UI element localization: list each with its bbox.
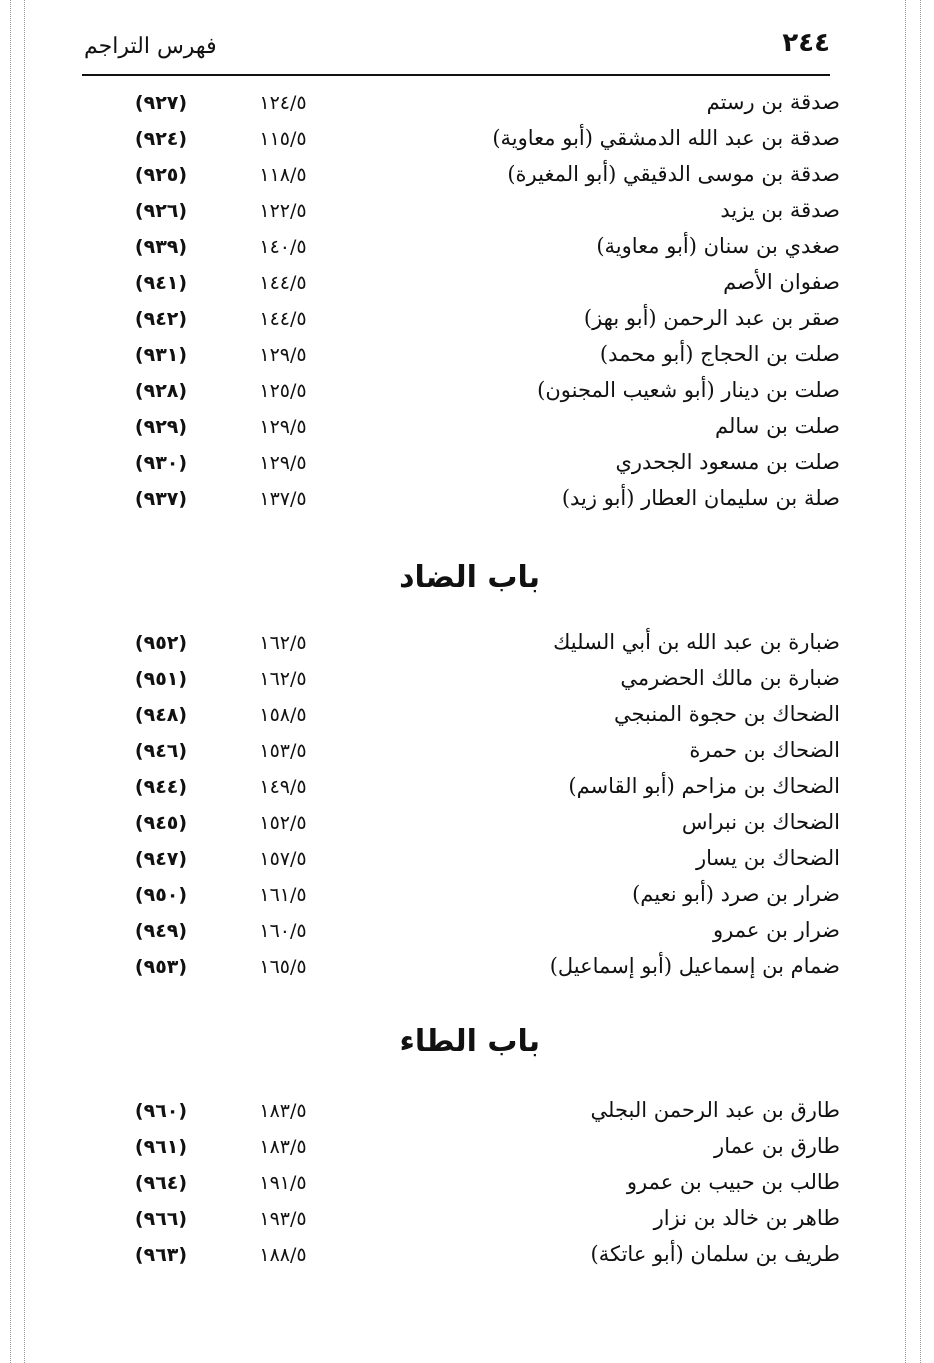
index-entry	[100, 700, 840, 736]
entry-name: صلت بن الحجاج (أبو محمد)	[599, 342, 840, 366]
entry-volume-page: ١٥٣/٥	[259, 740, 307, 762]
entry-name: صدقة بن يزيد	[720, 198, 840, 222]
entry-number: (٩٣٧)	[134, 488, 188, 510]
index-entry	[100, 160, 840, 196]
entry-number: (٩٢٩)	[134, 416, 188, 438]
entry-volume-page: ١٦٢/٥	[259, 632, 307, 654]
entry-name: طالب بن حبيب بن عمرو	[626, 1170, 840, 1194]
entry-name: ضرار بن عمرو	[713, 918, 840, 942]
index-entry	[100, 124, 840, 160]
index-entry	[100, 1096, 840, 1132]
entry-volume-page: ١٥٧/٥	[259, 848, 307, 870]
entry-number: (٩٥٣)	[134, 956, 188, 978]
entry-name: صلة بن سليمان العطار (أبو زيد)	[561, 486, 840, 510]
entry-name: الضحاك بن يسار	[695, 846, 840, 870]
entry-volume-page: ١٣٧/٥	[259, 488, 307, 510]
entry-volume-page: ١٢٩/٥	[259, 416, 307, 438]
section-ta	[100, 1096, 840, 1276]
entry-volume-page: ١٦١/٥	[259, 884, 307, 906]
entry-volume-page: ١٥٢/٥	[259, 812, 307, 834]
section-dad	[100, 628, 840, 988]
index-entry	[100, 772, 840, 808]
entry-name: الضحاك بن حمرة	[689, 738, 840, 762]
entry-number: (٩٥١)	[134, 668, 188, 690]
index-entry	[100, 880, 840, 916]
chapter-heading-dad: باب الضاد	[399, 560, 540, 595]
scan-margin-left-inner	[24, 0, 25, 1363]
entry-number: (٩٦١)	[134, 1136, 188, 1158]
index-entry	[100, 268, 840, 304]
entry-number: (٩٤٨)	[134, 704, 188, 726]
entry-volume-page: ١٢٤/٥	[259, 92, 307, 114]
entry-number: (٩٤٧)	[134, 848, 188, 870]
scan-margin-right	[920, 0, 921, 1363]
index-entry	[100, 952, 840, 988]
entry-volume-page: ١٦٥/٥	[259, 956, 307, 978]
entry-name: ضمام بن إسماعيل (أبو إسماعيل)	[549, 954, 840, 978]
entry-number: (٩٢٦)	[134, 200, 188, 222]
entry-volume-page: ١٤٤/٥	[259, 308, 307, 330]
index-entry	[100, 1204, 840, 1240]
entry-volume-page: ١٨٣/٥	[259, 1100, 307, 1122]
entry-volume-page: ١٤٤/٥	[259, 272, 307, 294]
entry-number: (٩٣٩)	[134, 236, 188, 258]
entry-number: (٩٢٤)	[134, 128, 188, 150]
entry-volume-page: ١٥٨/٥	[259, 704, 307, 726]
running-title: فهرس التراجم	[84, 34, 217, 59]
index-entry	[100, 1168, 840, 1204]
entry-name: طارق بن عمار	[714, 1134, 840, 1158]
scan-margin-right-inner	[905, 0, 906, 1363]
entry-volume-page: ١٦٠/٥	[259, 920, 307, 942]
entry-number: (٩٤٢)	[134, 308, 188, 330]
entry-name: الضحاك بن نبراس	[681, 810, 840, 834]
entry-volume-page: ١٢٢/٥	[259, 200, 307, 222]
entry-volume-page: ١٨٣/٥	[259, 1136, 307, 1158]
entry-name: صلت بن مسعود الجحدري	[615, 450, 840, 474]
entry-number: (٩٦٣)	[134, 1244, 188, 1266]
entry-number: (٩٤٦)	[134, 740, 188, 762]
entry-name: صدقة بن رستم	[706, 90, 840, 114]
index-entry	[100, 448, 840, 484]
entry-name: صفوان الأصم	[723, 270, 840, 294]
page-header	[82, 22, 830, 76]
entry-name: صقر بن عبد الرحمن (أبو بهز)	[583, 306, 840, 330]
section-sad	[100, 88, 840, 520]
entry-volume-page: ١٤٩/٥	[259, 776, 307, 798]
entry-number: (٩٥٢)	[134, 632, 188, 654]
entry-number: (٩٤٤)	[134, 776, 188, 798]
entry-name: طريف بن سلمان (أبو عاتكة)	[590, 1242, 840, 1266]
index-entry	[100, 196, 840, 232]
entry-volume-page: ١٩١/٥	[259, 1172, 307, 1194]
entry-name: ضرار بن صرد (أبو نعيم)	[632, 882, 840, 906]
index-entry	[100, 916, 840, 952]
entry-volume-page: ١١٥/٥	[259, 128, 307, 150]
entry-volume-page: ١٩٣/٥	[259, 1208, 307, 1230]
entry-name: صلت بن دينار (أبو شعيب المجنون)	[537, 378, 840, 402]
entry-volume-page: ١١٨/٥	[259, 164, 307, 186]
entry-name: صدقة بن موسى الدقيقي (أبو المغيرة)	[507, 162, 840, 186]
index-entry	[100, 232, 840, 268]
entry-volume-page: ١٨٨/٥	[259, 1244, 307, 1266]
entry-number: (٩٦٠)	[134, 1100, 188, 1122]
index-entry	[100, 1132, 840, 1168]
entry-name: الضحاك بن مزاحم (أبو القاسم)	[568, 774, 840, 798]
entry-number: (٩٤٩)	[134, 920, 188, 942]
index-entry	[100, 88, 840, 124]
entry-name: صلت بن سالم	[715, 414, 840, 438]
entry-volume-page: ١٢٩/٥	[259, 452, 307, 474]
index-entry	[100, 412, 840, 448]
entry-name: صغدي بن سنان (أبو معاوية)	[596, 234, 840, 258]
index-entry	[100, 340, 840, 376]
index-entry	[100, 664, 840, 700]
entry-number: (٩٤٥)	[134, 812, 188, 834]
index-entry	[100, 484, 840, 520]
entry-number: (٩٦٦)	[134, 1208, 188, 1230]
entry-name: الضحاك بن حجوة المنبجي	[613, 702, 840, 726]
chapter-heading-ta: باب الطاء	[399, 1024, 540, 1059]
entry-list	[100, 88, 840, 520]
entry-number: (٩٦٤)	[134, 1172, 188, 1194]
entry-number: (٩٢٨)	[134, 380, 188, 402]
entry-list	[100, 628, 840, 988]
scan-margin-left	[10, 0, 11, 1363]
entry-number: (٩٤١)	[134, 272, 188, 294]
index-entry	[100, 844, 840, 880]
entry-number: (٩٣٠)	[134, 452, 188, 474]
index-entry	[100, 628, 840, 664]
entry-name: طاهر بن خالد بن نزار	[653, 1206, 840, 1230]
entry-name: ضبارة بن مالك الحضرمي	[620, 666, 840, 690]
entry-name: طارق بن عبد الرحمن البجلي	[590, 1098, 840, 1122]
index-entry	[100, 808, 840, 844]
page-number: ٢٤٤	[782, 28, 830, 58]
index-entry	[100, 376, 840, 412]
entry-volume-page: ١٢٥/٥	[259, 380, 307, 402]
entry-volume-page: ١٢٩/٥	[259, 344, 307, 366]
entry-volume-page: ١٦٢/٥	[259, 668, 307, 690]
entry-number: (٩٢٥)	[134, 164, 188, 186]
entry-number: (٩٢٧)	[134, 92, 188, 114]
entry-volume-page: ١٤٠/٥	[259, 236, 307, 258]
entry-name: صدقة بن عبد الله الدمشقي (أبو معاوية)	[492, 126, 840, 150]
entry-name: ضبارة بن عبد الله بن أبي السليك	[553, 630, 840, 654]
entry-list	[100, 1096, 840, 1276]
index-entry	[100, 1240, 840, 1276]
index-entry	[100, 304, 840, 340]
entry-number: (٩٥٠)	[134, 884, 188, 906]
entry-number: (٩٣١)	[134, 344, 188, 366]
index-entry	[100, 736, 840, 772]
